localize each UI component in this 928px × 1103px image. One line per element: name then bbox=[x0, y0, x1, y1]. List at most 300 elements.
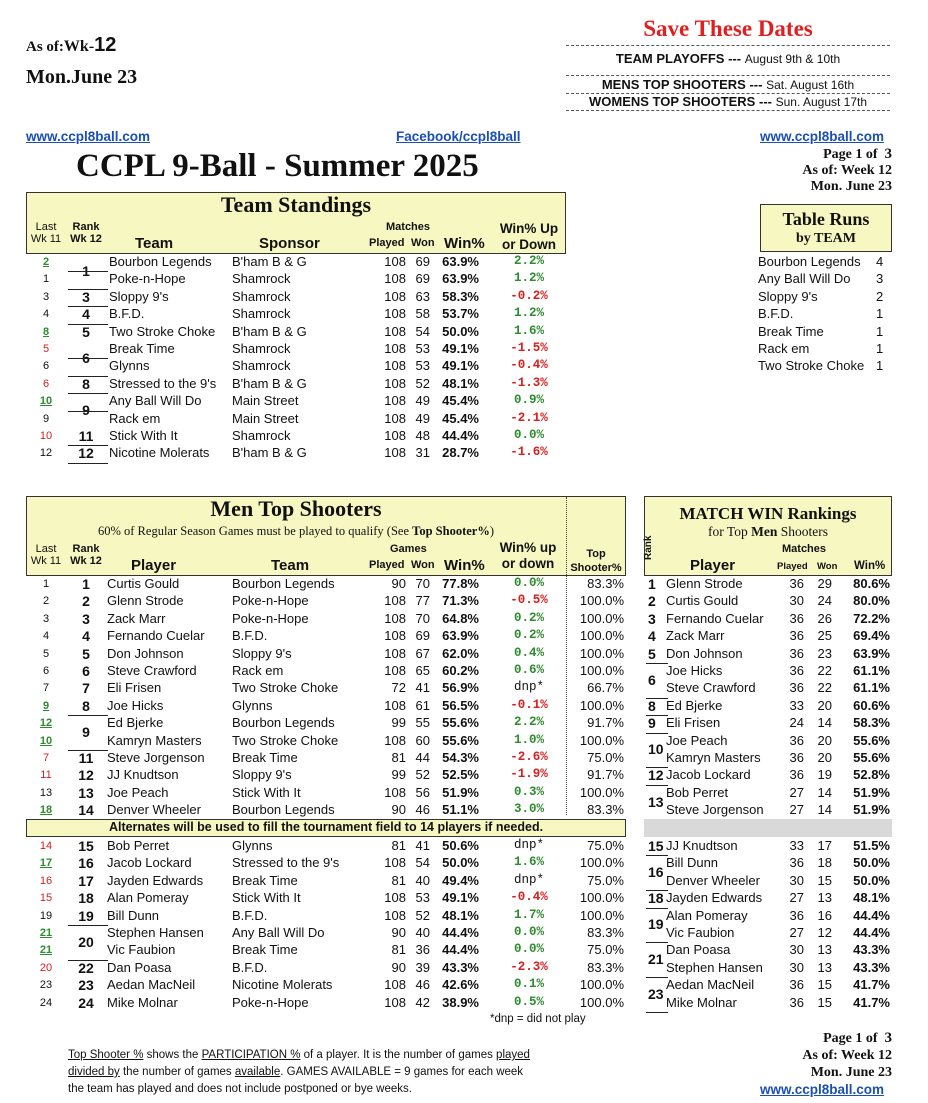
rank-merged: 9 bbox=[82, 401, 90, 418]
site-link[interactable]: www.ccpl8ball.com bbox=[26, 129, 151, 144]
col-winpct: Win% bbox=[444, 557, 485, 574]
player-name: Stephen Hansen bbox=[107, 925, 204, 940]
player-name: Fernando Cuelar bbox=[107, 628, 205, 644]
match-row bbox=[644, 855, 892, 872]
save-dates-title: Save These Dates bbox=[643, 16, 813, 41]
team-name: Any Ball Will Do bbox=[109, 393, 202, 409]
played: 108 bbox=[384, 610, 406, 626]
won: 58 bbox=[415, 306, 430, 322]
rank-divider bbox=[68, 306, 108, 307]
run-count: 1 bbox=[876, 306, 884, 322]
rank-merged: 19 bbox=[648, 916, 664, 933]
win-pct: 80.6% bbox=[853, 576, 890, 591]
sub-bold: Men bbox=[751, 524, 778, 539]
last-week-rank: 3 bbox=[42, 612, 50, 625]
match-row bbox=[644, 733, 892, 750]
win-pct-delta: 1.2% bbox=[513, 271, 544, 286]
fn-h: available bbox=[234, 1066, 281, 1078]
played: 108 bbox=[384, 593, 406, 609]
event-name: MENS TOP SHOOTERS bbox=[601, 77, 746, 92]
player-name: Aedan MacNeil bbox=[107, 977, 196, 993]
sponsor: Shamrock bbox=[232, 306, 291, 322]
page-total: 3 bbox=[884, 1030, 892, 1046]
team-name: B.F.D. bbox=[232, 907, 268, 923]
win-pct: 80.0% bbox=[853, 593, 890, 609]
win-pct: 62.0% bbox=[442, 645, 479, 661]
team-row bbox=[26, 324, 566, 341]
played: 27 bbox=[789, 890, 804, 906]
shooter-row bbox=[26, 802, 626, 819]
rank-merged: 6 bbox=[82, 349, 90, 366]
sponsor: B'ham B & G bbox=[232, 323, 307, 339]
team-name: Any Ball Will Do bbox=[232, 925, 325, 940]
team-name: Bourbon Legends bbox=[758, 254, 861, 269]
team-row bbox=[26, 428, 566, 445]
rank: 4 bbox=[82, 628, 90, 645]
team-name: Rack em bbox=[232, 663, 284, 678]
team-name: Sloppy 9's bbox=[758, 288, 818, 304]
win-pct-delta: 0.0% bbox=[513, 942, 544, 957]
win-pct: 44.4% bbox=[442, 942, 479, 958]
table-runs-list bbox=[758, 254, 892, 379]
win-pct-delta: 0.5% bbox=[513, 994, 544, 1009]
win-pct: 43.3% bbox=[442, 959, 479, 975]
win-pct-delta: 0.1% bbox=[513, 977, 544, 992]
player-name: Don Johnson bbox=[666, 645, 743, 661]
team-name: B.F.D. bbox=[232, 959, 268, 975]
win-pct: 51.9% bbox=[853, 802, 890, 818]
won: 54 bbox=[415, 855, 430, 871]
rank: 5 bbox=[82, 645, 90, 662]
run-count: 4 bbox=[876, 254, 884, 269]
won: 23 bbox=[817, 645, 832, 661]
played: 108 bbox=[384, 855, 406, 871]
rank: 11 bbox=[78, 750, 94, 766]
rank: 8 bbox=[648, 697, 656, 714]
rank: 18 bbox=[648, 890, 664, 907]
played: 72 bbox=[391, 680, 406, 696]
page-info-date: Mon. June 23 bbox=[810, 1065, 892, 1080]
last-week-rank: 5 bbox=[42, 343, 50, 355]
sponsor: Main Street bbox=[232, 410, 299, 426]
top-shooter-pct: 100.0% bbox=[579, 645, 624, 661]
col-rank: Rank Wk 12 bbox=[70, 221, 102, 245]
played: 108 bbox=[384, 732, 406, 748]
won: 22 bbox=[817, 680, 832, 696]
win-pct: 45.4% bbox=[442, 410, 479, 426]
col-player: Player bbox=[131, 557, 177, 574]
win-pct: 50.0% bbox=[442, 323, 479, 339]
sub-pre: for Top bbox=[708, 524, 748, 539]
team-column-headers bbox=[26, 218, 566, 254]
col-won: Won bbox=[411, 237, 435, 249]
won: 36 bbox=[415, 942, 430, 958]
player-name: Bill Dunn bbox=[666, 855, 719, 871]
rank: 12 bbox=[78, 445, 94, 462]
win-pct: 48.1% bbox=[442, 375, 479, 391]
rank-merged: 16 bbox=[648, 864, 664, 881]
team-name: Poke-n-Hope bbox=[109, 271, 186, 287]
shooter-row bbox=[26, 838, 626, 855]
rank: 12 bbox=[78, 767, 94, 784]
win-pct-delta: -1.3% bbox=[510, 375, 548, 390]
shooter-row bbox=[26, 767, 626, 784]
col-played: Played bbox=[777, 561, 808, 572]
player-name: Alan Pomeray bbox=[107, 890, 189, 906]
player-name: Bill Dunn bbox=[107, 907, 160, 923]
team-name: Bourbon Legends bbox=[232, 802, 335, 818]
shooter-row bbox=[26, 960, 626, 977]
win-pct-delta: 1.6% bbox=[513, 855, 544, 870]
last-week-rank: 10 bbox=[39, 395, 53, 408]
col-winpct: Win% bbox=[444, 235, 485, 252]
rank-divider bbox=[646, 977, 668, 978]
win-pct-delta: -0.4% bbox=[510, 358, 548, 373]
player-name: Dan Poasa bbox=[107, 959, 172, 975]
player-name: JJ Knudtson bbox=[107, 767, 179, 783]
win-pct: 50.6% bbox=[442, 838, 479, 853]
match-row bbox=[644, 908, 892, 925]
last-week-rank: 1 bbox=[42, 273, 50, 286]
match-row bbox=[644, 838, 892, 855]
won: 15 bbox=[817, 977, 832, 993]
win-pct-delta: 0.6% bbox=[513, 663, 544, 677]
last-week-rank: 12 bbox=[39, 447, 53, 460]
event-sep: --- bbox=[749, 77, 763, 92]
top-shooter-pct: 83.3% bbox=[587, 959, 624, 975]
match-gap-row bbox=[644, 819, 892, 837]
event-sep: --- bbox=[728, 51, 742, 66]
rank-divider bbox=[68, 271, 108, 272]
col-won: Won bbox=[411, 559, 435, 571]
team-row bbox=[26, 393, 566, 410]
won: 14 bbox=[817, 784, 832, 800]
win-pct: 49.1% bbox=[442, 890, 479, 906]
last-week-rank: 2 bbox=[42, 595, 50, 608]
run-count: 1 bbox=[876, 341, 884, 356]
top-shooter-pct: 100.0% bbox=[579, 697, 624, 713]
rank: 14 bbox=[78, 802, 94, 819]
player-name: Joe Peach bbox=[666, 732, 728, 748]
page-info-bottom bbox=[740, 1030, 892, 1081]
won: 40 bbox=[415, 925, 430, 940]
event-when: Sat. August 16th bbox=[766, 78, 855, 92]
match-row bbox=[644, 750, 892, 767]
week-number: 12 bbox=[94, 34, 117, 56]
team-name: Stressed to the 9's bbox=[232, 855, 340, 871]
top-shooter-pct: 75.0% bbox=[587, 750, 624, 765]
rank-divider bbox=[646, 767, 668, 768]
top-shooter-pct: 100.0% bbox=[579, 628, 624, 644]
last-week-rank: 1 bbox=[42, 578, 50, 590]
win-pct: 49.1% bbox=[442, 358, 479, 374]
fn-e: played bbox=[496, 1049, 530, 1061]
event-womens bbox=[566, 94, 890, 109]
team-name: B.F.D. bbox=[232, 628, 268, 644]
sponsor: Main Street bbox=[232, 393, 299, 409]
played: 108 bbox=[384, 428, 406, 443]
win-pct: 38.9% bbox=[442, 994, 479, 1010]
table-run-row bbox=[758, 324, 892, 341]
rank: 7 bbox=[82, 680, 90, 697]
table-runs-header bbox=[760, 204, 892, 252]
win-pct-delta: 0.0% bbox=[513, 428, 544, 442]
fn-b: shows the bbox=[143, 1049, 202, 1061]
win-pct-delta: 1.6% bbox=[513, 323, 544, 338]
player-name: Ed Bjerke bbox=[107, 715, 164, 731]
won: 13 bbox=[817, 942, 832, 958]
win-pct: 42.6% bbox=[442, 977, 479, 993]
won: 55 bbox=[415, 715, 430, 731]
rank-divider bbox=[68, 358, 108, 359]
win-pct-delta: 0.0% bbox=[513, 576, 544, 590]
rank-divider bbox=[646, 890, 668, 891]
last-week-rank: 20 bbox=[39, 961, 53, 974]
site-link-right[interactable]: www.ccpl8ball.com bbox=[760, 129, 885, 144]
last-week-rank: 15 bbox=[39, 892, 53, 905]
played: 108 bbox=[384, 288, 406, 304]
team-name: Sloppy 9's bbox=[109, 288, 169, 304]
won: 42 bbox=[415, 994, 430, 1010]
played: 90 bbox=[391, 802, 406, 818]
win-pct: 63.9% bbox=[853, 645, 890, 661]
win-pct: 63.9% bbox=[442, 271, 479, 287]
alternates-banner: Alternates will be used to fill the tournament field to 14 players if needed. bbox=[26, 819, 626, 837]
last-week-rank: 10 bbox=[39, 734, 53, 747]
player-name: Steve Jorgenson bbox=[107, 750, 205, 765]
col-team: Team bbox=[271, 557, 310, 574]
win-pct-delta: 1.7% bbox=[513, 907, 544, 922]
win-pct: 43.3% bbox=[853, 959, 890, 975]
win-pct: 58.3% bbox=[442, 288, 479, 304]
match-row bbox=[644, 628, 892, 645]
win-pct: 60.2% bbox=[442, 663, 479, 678]
played: 27 bbox=[789, 784, 804, 800]
played: 90 bbox=[391, 925, 406, 940]
last-week-rank: 19 bbox=[39, 909, 53, 922]
win-pct: 28.7% bbox=[442, 445, 479, 461]
won: 46 bbox=[415, 802, 430, 818]
team-name: B.F.D. bbox=[758, 306, 794, 322]
rank-merged: 9 bbox=[82, 723, 90, 740]
shooter-row bbox=[26, 576, 626, 593]
won: 14 bbox=[817, 715, 832, 731]
win-pct: 55.6% bbox=[442, 732, 479, 748]
match-row bbox=[644, 698, 892, 715]
team-name: Stick With It bbox=[109, 428, 178, 443]
team-name: B.F.D. bbox=[109, 306, 145, 322]
rank-divider bbox=[68, 715, 108, 716]
played: 99 bbox=[391, 767, 406, 783]
won: 41 bbox=[415, 838, 430, 853]
won: 20 bbox=[817, 750, 832, 765]
won: 25 bbox=[817, 628, 832, 644]
won: 77 bbox=[415, 593, 430, 609]
table-run-row bbox=[758, 271, 892, 288]
won: 13 bbox=[817, 890, 832, 906]
played: 108 bbox=[384, 645, 406, 661]
rank: 5 bbox=[82, 323, 90, 340]
played: 36 bbox=[789, 663, 804, 678]
match-row bbox=[644, 715, 892, 732]
last-week-rank: 7 bbox=[42, 752, 50, 764]
last-week-rank: 7 bbox=[42, 682, 50, 695]
won: 53 bbox=[415, 890, 430, 906]
rank: 8 bbox=[82, 375, 90, 392]
top-shooter-pct: 100.0% bbox=[579, 610, 624, 626]
rank: 17 bbox=[78, 872, 94, 889]
player-name: Steve Crawford bbox=[666, 680, 756, 696]
won: 20 bbox=[817, 697, 832, 713]
col-rank-vertical: Rank bbox=[643, 535, 654, 560]
page-total: 3 bbox=[884, 146, 892, 162]
shooter-row bbox=[26, 942, 626, 959]
footnote bbox=[68, 1047, 568, 1098]
sponsor: B'ham B & G bbox=[232, 445, 307, 461]
shooter-row bbox=[26, 698, 626, 715]
win-pct-delta: 1.2% bbox=[513, 306, 544, 321]
note-close: ) bbox=[489, 524, 495, 538]
win-pct: 53.7% bbox=[442, 306, 479, 322]
win-pct: 49.1% bbox=[442, 341, 479, 356]
played: 108 bbox=[384, 890, 406, 906]
table-run-row bbox=[758, 341, 892, 358]
fn-j: the team has played and does not include postponed or bye weeks. bbox=[68, 1083, 412, 1095]
top-shooter-pct: 91.7% bbox=[587, 715, 624, 731]
played: 81 bbox=[391, 838, 406, 853]
win-pct-delta: -0.2% bbox=[510, 288, 548, 303]
played: 90 bbox=[391, 576, 406, 591]
team-name: Break Time bbox=[232, 750, 298, 765]
match-row bbox=[644, 925, 892, 942]
col-sponsor: Sponsor bbox=[259, 235, 320, 252]
match-row bbox=[644, 873, 892, 890]
col-played: Played bbox=[369, 559, 405, 571]
match-row bbox=[644, 611, 892, 628]
won: 69 bbox=[415, 628, 430, 644]
rank: 23 bbox=[78, 977, 94, 994]
player-name: Denver Wheeler bbox=[666, 872, 760, 888]
last-week-rank: 14 bbox=[39, 840, 53, 852]
played: 30 bbox=[789, 959, 804, 975]
win-pct: 45.4% bbox=[442, 393, 479, 409]
win-pct: 55.6% bbox=[442, 715, 479, 731]
as-of-week-label: As of: Week bbox=[802, 1048, 875, 1063]
col-played: Played bbox=[369, 237, 405, 249]
shooter-row bbox=[26, 646, 626, 663]
last-week-rank: 6 bbox=[42, 360, 50, 373]
table-run-row bbox=[758, 358, 892, 375]
player-name: Jayden Edwards bbox=[666, 890, 763, 906]
men-alternates-table bbox=[26, 838, 626, 1013]
win-pct-delta: 0.4% bbox=[513, 645, 544, 660]
won: 52 bbox=[415, 767, 430, 783]
as-of-week-num: 12 bbox=[878, 163, 892, 178]
won: 40 bbox=[415, 872, 430, 888]
win-pct: 72.2% bbox=[853, 610, 890, 626]
won: 70 bbox=[415, 610, 430, 626]
win-pct: 51.1% bbox=[442, 802, 479, 818]
win-pct-delta: 0.9% bbox=[513, 393, 544, 408]
win-pct: 50.0% bbox=[853, 855, 890, 871]
win-pct-delta: -0.5% bbox=[510, 593, 548, 608]
player-name: Steve Jorgenson bbox=[666, 802, 764, 818]
team-name: Glynns bbox=[232, 838, 273, 853]
match-row bbox=[644, 680, 892, 697]
as-of-week-num: 12 bbox=[878, 1048, 892, 1063]
team-name: Poke-n-Hope bbox=[232, 593, 309, 609]
men-column-headers bbox=[26, 540, 626, 576]
rank: 18 bbox=[78, 890, 94, 907]
player-name: Vic Faubion bbox=[666, 925, 735, 940]
win-pct: 56.9% bbox=[442, 680, 479, 696]
site-link-bottom[interactable]: www.ccpl8ball.com bbox=[760, 1082, 885, 1097]
fn-i: . GAMES AVAILABLE = 9 games for each week bbox=[280, 1066, 524, 1078]
top-shooter-pct: 100.0% bbox=[579, 977, 624, 993]
as-of-week bbox=[26, 34, 116, 57]
top-shooter-pct: 100.0% bbox=[579, 907, 624, 923]
team-name: Rack em bbox=[109, 410, 161, 426]
sponsor: Shamrock bbox=[232, 341, 291, 356]
match-win-table-2 bbox=[644, 838, 892, 1013]
won: 70 bbox=[415, 576, 430, 591]
win-pct: 60.6% bbox=[853, 697, 890, 713]
win-pct: 48.1% bbox=[853, 890, 890, 906]
team-name: Two Stroke Choke bbox=[232, 680, 339, 696]
rank-divider bbox=[68, 445, 108, 446]
col-games: Games bbox=[390, 543, 427, 555]
win-pct-delta: -0.4% bbox=[510, 890, 548, 905]
player-name: Eli Frisen bbox=[107, 680, 162, 696]
shooter-row bbox=[26, 680, 626, 697]
player-name: Kamryn Masters bbox=[107, 732, 202, 748]
rank-divider bbox=[68, 324, 108, 325]
team-name: Sloppy 9's bbox=[232, 767, 292, 783]
match-row bbox=[644, 593, 892, 610]
men-top-note bbox=[26, 524, 566, 539]
team-name: Bourbon Legends bbox=[232, 715, 335, 731]
rank-divider bbox=[68, 411, 108, 412]
shooter-row bbox=[26, 995, 626, 1012]
facebook-link[interactable]: Facebook/ccpl8ball bbox=[396, 129, 521, 144]
team-name: Bourbon Legends bbox=[232, 576, 335, 591]
run-count: 3 bbox=[876, 271, 884, 287]
win-pct: 50.0% bbox=[442, 855, 479, 871]
team-name: Poke-n-Hope bbox=[232, 994, 309, 1010]
played: 81 bbox=[391, 872, 406, 888]
won: 61 bbox=[415, 697, 430, 713]
team-row bbox=[26, 358, 566, 375]
won: 31 bbox=[415, 445, 430, 461]
event-sep: --- bbox=[758, 94, 772, 109]
run-count: 2 bbox=[876, 288, 884, 304]
top-shooter-pct: 75.0% bbox=[587, 838, 624, 853]
last-week-rank: 24 bbox=[39, 996, 53, 1009]
played: 30 bbox=[789, 872, 804, 888]
col-updown: Win% Up or Down bbox=[499, 221, 559, 252]
player-name: Joe Hicks bbox=[666, 663, 723, 678]
team-name: Two Stroke Choke bbox=[758, 358, 865, 374]
win-pct: 51.9% bbox=[853, 784, 890, 800]
played: 108 bbox=[384, 663, 406, 678]
last-week-rank: 5 bbox=[42, 647, 50, 660]
rank-divider bbox=[68, 960, 108, 961]
played: 33 bbox=[789, 838, 804, 853]
won: 44 bbox=[415, 750, 430, 765]
win-pct-delta: dnp* bbox=[513, 680, 544, 695]
player-name: Stephen Hansen bbox=[666, 959, 763, 975]
win-pct-delta: 0.3% bbox=[513, 784, 544, 799]
